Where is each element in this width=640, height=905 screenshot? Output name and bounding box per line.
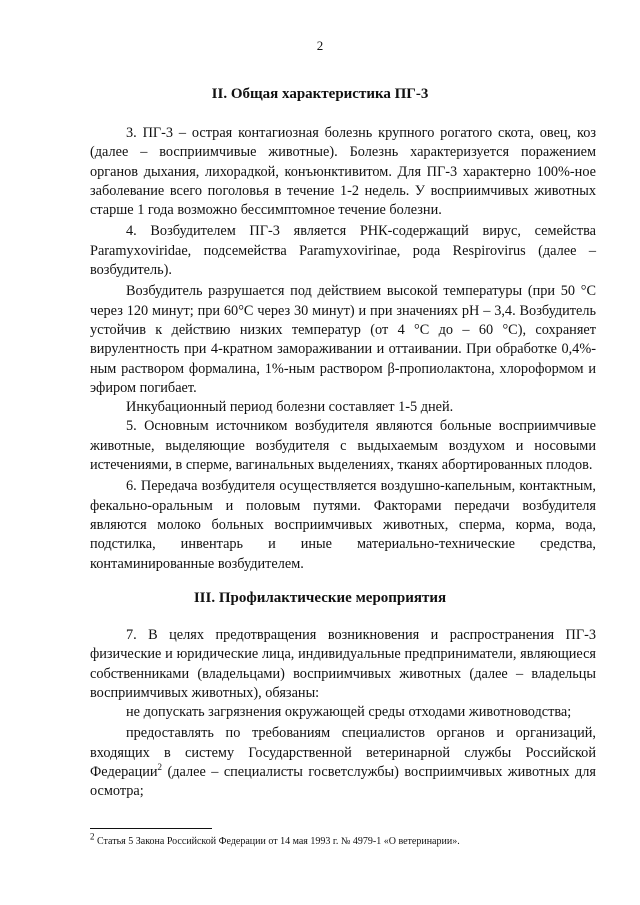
inspection-text-end: (далее – специалисты госветслужбы) восприимчивых животных для осмотра; xyxy=(90,764,596,800)
paragraph-4: 4. Возбудителем ПГ-3 является РНК-содержащий вирус, семейства Paramyxoviridae, подсемейства Paramyxovirinae, рода Respirovirus (далее – возбудитель). xyxy=(90,223,596,279)
paragraph-incubation: Инкубационный период болезни составляет 1-5 дней. xyxy=(126,399,454,416)
paragraph-7: 7. В целях предотвращения возникновения и распространения ПГ-3 физические и юридические лица, индивидуальные предприниматели, являющиеся собственниками (владельцами) восприимчивых животных (далее – владельцы восприимчивых животных), обязаны: xyxy=(90,627,596,701)
footnote-mark: 2 xyxy=(90,831,95,842)
footnote-separator xyxy=(90,828,212,829)
footnote xyxy=(90,831,460,847)
paragraph-pathogen-resistance: Возбудитель разрушается под действием высокой температуры (при 50 °С через 120 минут; при 60°С через 30 минут) и при значениях pH – 3,4. Возбудитель устойчив к действию низких температур (от 4 °С до – 60 °С), сохраняет вирулентность при 4-кратном замораживании и оттаивании. При обработке 0,4%-ным раствором формалина, 1%-ным раствором β-пропиолактона, хлороформом и эфиром погибает. xyxy=(90,283,596,396)
paragraph-5: 5. Основным источником возбудителя являются больные восприимчивые животные, выделяющие возбудителя с выдыхаемым воздухом и носовыми истечениями, в сперме, вагинальных выделениях, тканях абортированных плодов. xyxy=(90,418,596,474)
paragraph-3: 3. ПГ-3 – острая контагиозная болезнь крупного рогатого скота, овец, коз (далее – восприимчивые животные). Болезнь характеризуется поражением органов дыхания, лихорадкой, конъюнктивитом. Для ПГ-3 характерно 100%-ное заболевание всего поголовья в течение 1-2 недель. У восприимчивых животных старше 1 года возможно бессимптомное течение болезни. xyxy=(90,125,596,219)
section-2-body xyxy=(90,124,596,574)
section-2-title: II. Общая характеристика ПГ-3 xyxy=(211,86,429,102)
footnote-ref: 2 xyxy=(157,762,163,773)
inspection-text-start: предоставлять по требованиям специалистов органов и организаций, входящих в систему Государственной ветеринарной службы Российской Федерации xyxy=(90,725,596,781)
footnote-text: Статья 5 Закона Российской Федерации от 14 мая 1993 г. № 4979-1 «О ветеринарии». xyxy=(94,836,460,847)
paragraph-inspection xyxy=(90,724,596,801)
paragraph-pollution: не допускать загрязнения окружающей среды отходами животноводства; xyxy=(126,704,572,721)
section-3-body xyxy=(90,626,596,802)
paragraph-6: 6. Передача возбудителя осуществляется воздушно-капельным, контактным, фекально-оральным и половым путями. Факторами передачи возбудителя являются молоко больных восприимчивых животных, сперма, корма, вода, подстилка, инвентарь и иные материально-технические средства, контаминированные возбудителем. xyxy=(90,478,596,572)
section-3-title: III. Профилактические мероприятия xyxy=(193,590,447,606)
page-number: 2 xyxy=(316,38,324,53)
